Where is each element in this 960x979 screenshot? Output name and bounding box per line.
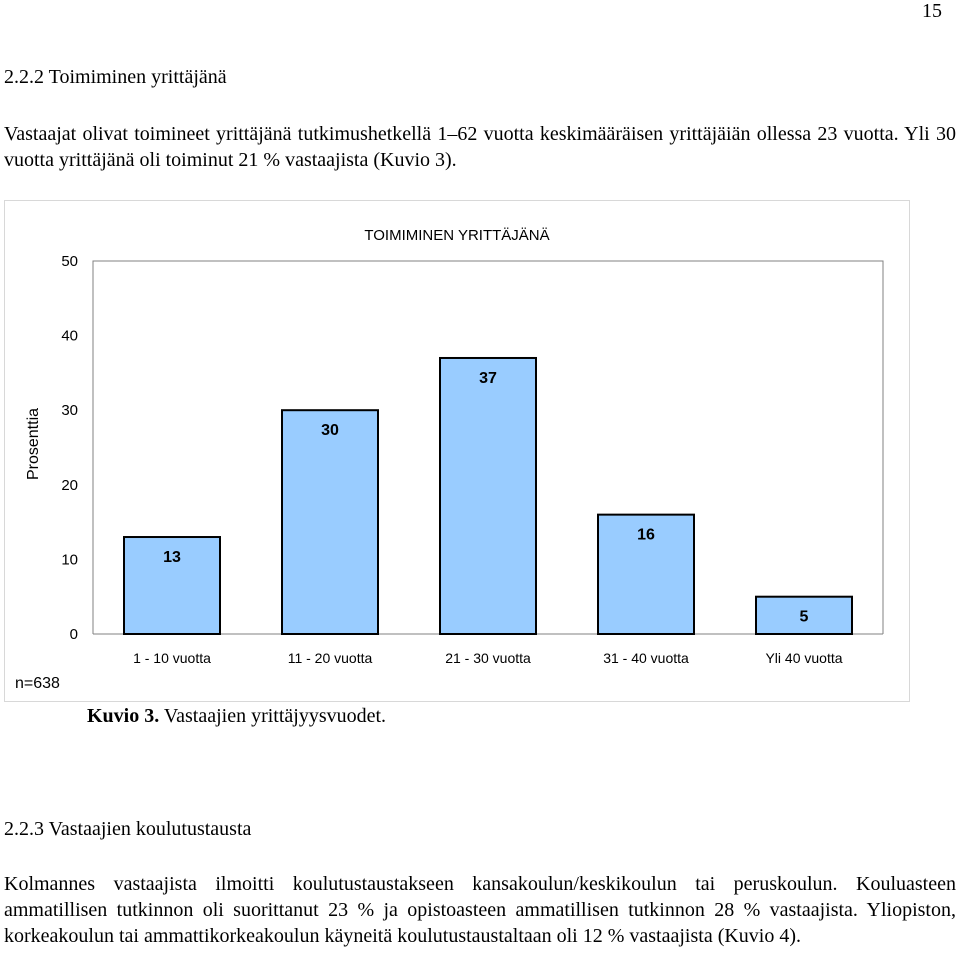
chart-y-tick-label: 20 bbox=[61, 476, 78, 494]
chart-sample-size-note: n=638 bbox=[15, 675, 60, 692]
section-paragraph-koulutustausta: Kolmannes vastaajista ilmoitti koulutustaustakseen kansakoulun/keskikoulun tai peruskoulun. Kouluasteen ammatillisen tutkinnon oli suorittanut 23 % ja opistoasteen ammatillisen tutkinnon 28 % vastaajista. Yliopiston, korkeakoulun tai ammattikorkeakoulun käyneitä koulutustaustaltaan oli 12 % vastaajista (Kuvio 4). bbox=[4, 873, 956, 947]
chart-data-label: 37 bbox=[479, 369, 497, 387]
page-number: 15 bbox=[922, 0, 942, 22]
chart-bar bbox=[282, 410, 378, 634]
chart-title: TOIMIMINEN YRITTÄJÄNÄ bbox=[364, 227, 550, 244]
chart-category-label: 1 - 10 vuotta bbox=[133, 650, 211, 666]
chart-y-tick-label: 0 bbox=[69, 626, 78, 643]
figure-caption-label: Kuvio 3. bbox=[87, 705, 160, 727]
chart-data-label: 30 bbox=[321, 422, 339, 440]
chart-data-label: 5 bbox=[799, 608, 809, 626]
section-heading-toimiminen: 2.2.2 Toimiminen yrittäjänä bbox=[4, 66, 227, 88]
chart-category-label: 21 - 30 vuotta bbox=[445, 650, 531, 666]
chart-y-tick-label: 40 bbox=[61, 327, 78, 345]
chart-y-axis-label: Prosenttia bbox=[25, 407, 42, 481]
chart-frame bbox=[4, 200, 910, 702]
figure-caption-text: Vastaajien yrittäjyysvuodet. bbox=[159, 705, 387, 727]
bar-chart bbox=[5, 201, 911, 703]
chart-y-tick-label: 10 bbox=[61, 551, 78, 569]
chart-y-tick-label: 50 bbox=[61, 253, 78, 270]
chart-bar bbox=[440, 358, 536, 634]
figure-caption bbox=[87, 705, 386, 728]
section-heading-koulutustausta: 2.2.3 Vastaajien koulutustausta bbox=[4, 818, 252, 840]
chart-data-label: 13 bbox=[163, 549, 181, 567]
chart-y-tick-label: 30 bbox=[61, 402, 78, 420]
section-paragraph-toimiminen: Vastaajat olivat toimineet yrittäjänä tutkimushetkellä 1–62 vuotta keskimääräisen yrittäjäiän ollessa 23 vuotta. Yli 30 vuotta yrittäjänä oli toiminut 21 % vastaajista (Kuvio 3). bbox=[4, 123, 956, 171]
chart-category-label: 11 - 20 vuotta bbox=[287, 650, 373, 666]
chart-category-label: Yli 40 vuotta bbox=[765, 650, 843, 666]
chart-data-label: 16 bbox=[637, 526, 655, 544]
chart-category-label: 31 - 40 vuotta bbox=[603, 650, 689, 666]
